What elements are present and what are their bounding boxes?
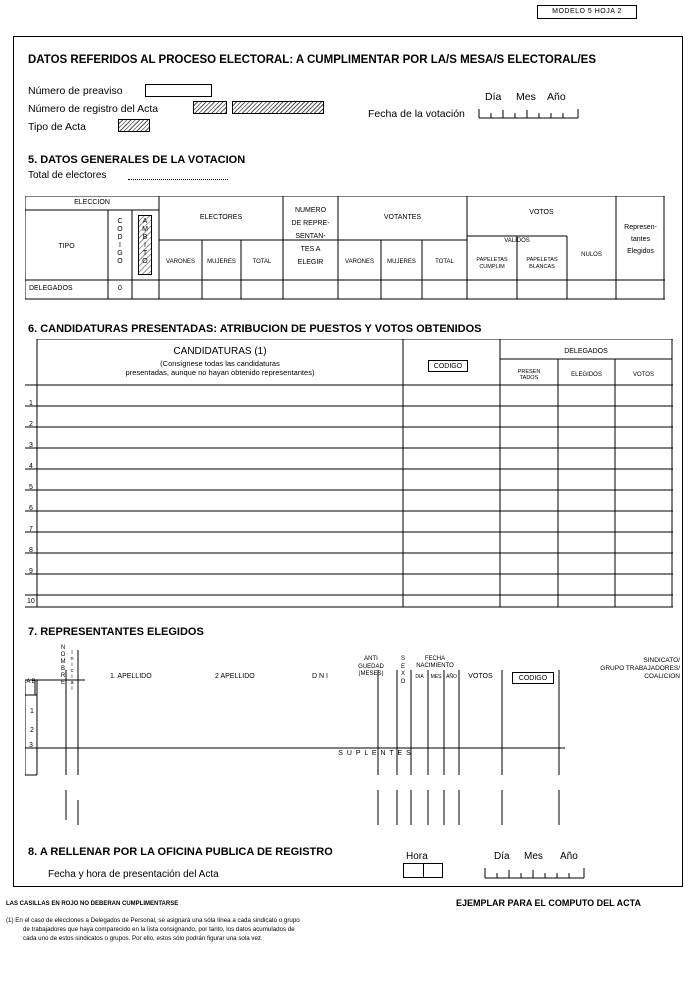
nombre-vertical-header: N O M B R E [60,645,66,686]
papeletas-blancas-header: PAPELETAS BLANCAS [526,257,558,270]
sexo-vertical-header: S E X O [400,656,406,685]
row-num-3: 3 [29,442,33,449]
registro-field-b[interactable] [232,101,324,114]
eleccion-header: ELECCION [74,199,110,206]
anio-label: Año [547,91,566,103]
antiguedad-header: ANTI GUEDAD (MESES) [358,656,384,677]
apellido-2-header: 2 APELLIDO [215,673,255,680]
section-5-title: 5. DATOS GENERALES DE LA VOTACION [28,154,246,166]
papeletas-cumplim-header: PAPELETAS CUMPLIM [476,257,508,270]
candidaturas-header: CANDIDATURAS (1) [173,346,267,357]
fecha-votacion-label: Fecha de la votación [368,108,465,120]
s8-dia-label: Día [494,851,510,862]
votantes-varones: VARONES [345,259,374,265]
presentados-header: PRESEN TADOS [517,369,541,381]
candidaturas-sub-1: (Consígnese todas las candidaturas [160,359,280,368]
electores-mujeres: MUJERES [207,259,236,265]
electores-varones: VARONES [166,259,195,265]
rep-row-2: 2 [30,727,34,734]
dni-header: D N I [312,673,328,680]
ambito-box[interactable]: A M B I T O [138,215,152,275]
tipo-acta-field[interactable] [118,119,150,132]
row-num-10: 10 [27,598,35,605]
nac-mes-header: MES [430,674,442,680]
nacimiento-header: NACIMIENTO [416,663,454,669]
fecha-header: FECHA [424,656,446,662]
delegados-code: 0 [118,285,122,292]
modelo-label: MODELO 5 HOJA 2 [537,5,637,19]
votantes-header: VOTANTES [383,214,422,221]
footnote-line-1: (1) En el caso de elecciones a Delegados de Personal, se asignará una sóla línea a cada sindicato o grupo [6,917,300,924]
candidaturas-sub-2: presentadas, aunque no hayan obtenido representantes) [125,368,315,377]
delegados-header: DELEGADOS [564,348,608,355]
row-num-2: 2 [29,421,33,428]
nac-ano-header: AÑO [446,674,457,680]
hora-field[interactable] [403,863,443,878]
total-electores-label: Total de electores [28,170,107,181]
row-num-8: 8 [29,547,33,554]
row-num-5: 5 [29,484,33,491]
row-num-4: 4 [29,463,33,470]
elegidos-header: ELEGIDOS [571,372,602,378]
delegados-row-label: DELEGADOS [29,285,73,292]
preaviso-label: Número de preaviso [28,85,123,97]
footnote-line-2: de trabajadores que haya comparecido en la lista consignando, por tanto, los datos acumulados de [23,926,295,933]
s8-mes-label: Mes [524,851,543,862]
apellido-1-header: 1. APELLIDO [110,673,152,680]
row-num-7: 7 [29,526,33,533]
tipo-acta-label: Tipo de Acta [28,121,86,133]
suplentes-label: S U P L E N T E S [338,750,412,757]
s6-table-grid [25,339,673,609]
hora-label: Hora [406,851,428,862]
s7-row3-line [25,740,565,750]
representantes-elegidos-header: Represen- tantes Elegidos [624,224,657,255]
section-7-title: 7. REPRESENTANTES ELEGIDOS [28,626,204,638]
s8-fecha-field[interactable] [484,865,586,884]
section-6-title: 6. CANDIDATURAS PRESENTADAS: ATRIBUCION DE PUESTOS Y VOTOS OBTENIDOS [28,323,482,335]
electores-header: ELECTORES [199,214,243,221]
nac-dia-header: DIA [415,674,424,680]
numero-representantes-header: NUMERO DE REPRE- SENTAN- TES A ELEGIR [291,207,330,266]
codigo-box-s7: CODIGO [512,672,554,684]
ab-label: A B [26,679,36,685]
sindicato-header: SINDICATO/ GRUPO TRABAJADORES/ COALICION [600,657,680,680]
fecha-votacion-field[interactable] [478,105,580,124]
footnote-line-3: cada uno de estos sindicatos o grupos. Por ello, estos sólo podrán figurar una sola vez. [23,935,263,942]
codigo-vertical-header: C O D I G O [117,218,123,265]
tipo-header: TIPO [58,243,75,250]
section-8-title: 8. A RELLENAR POR LA OFICINA PUBLICA DE REGISTRO [28,846,333,858]
inicial-vertical-header: I n i c i a l [70,650,74,692]
electores-total: TOTAL [252,259,272,265]
ejemplar-label: EJEMPLAR PARA EL COMPUTO DEL ACTA [456,898,642,908]
preaviso-field[interactable] [145,84,212,97]
codigo-box: CODIGO [428,360,468,372]
votos-header-s7: VOTOS [468,673,493,680]
row-num-6: 6 [29,505,33,512]
fecha-hora-presentacion-label: Fecha y hora de presentación del Acta [48,869,219,880]
registro-label: Número de registro del Acta [28,103,159,115]
nulos-header: NULOS [581,252,602,258]
votos-header: VOTOS [529,209,554,216]
row-num-9: 9 [29,568,33,575]
votantes-total: TOTAL [435,259,454,265]
mes-label: Mes [516,91,536,103]
votantes-mujeres: MUJERES [387,259,416,265]
total-electores-field[interactable] [128,179,228,180]
rep-row-1: 1 [30,708,34,715]
votos-header-s6: VOTOS [633,372,654,378]
registro-field-a[interactable] [193,101,227,114]
rojo-note: LAS CASILLAS EN ROJO NO DEBERAN CUMPLIMENTARSE [6,901,179,907]
row-num-1: 1 [29,400,33,407]
validos-header: VALIDOS [504,238,530,244]
s8-anio-label: Año [560,851,578,862]
page-title: DATOS REFERIDOS AL PROCESO ELECTORAL: A CUMPLIMENTAR POR LA/S MESA/S ELECTORAL/ES [28,54,597,66]
dia-label: Día [485,91,502,103]
rep-row-3: 3 [29,742,33,749]
